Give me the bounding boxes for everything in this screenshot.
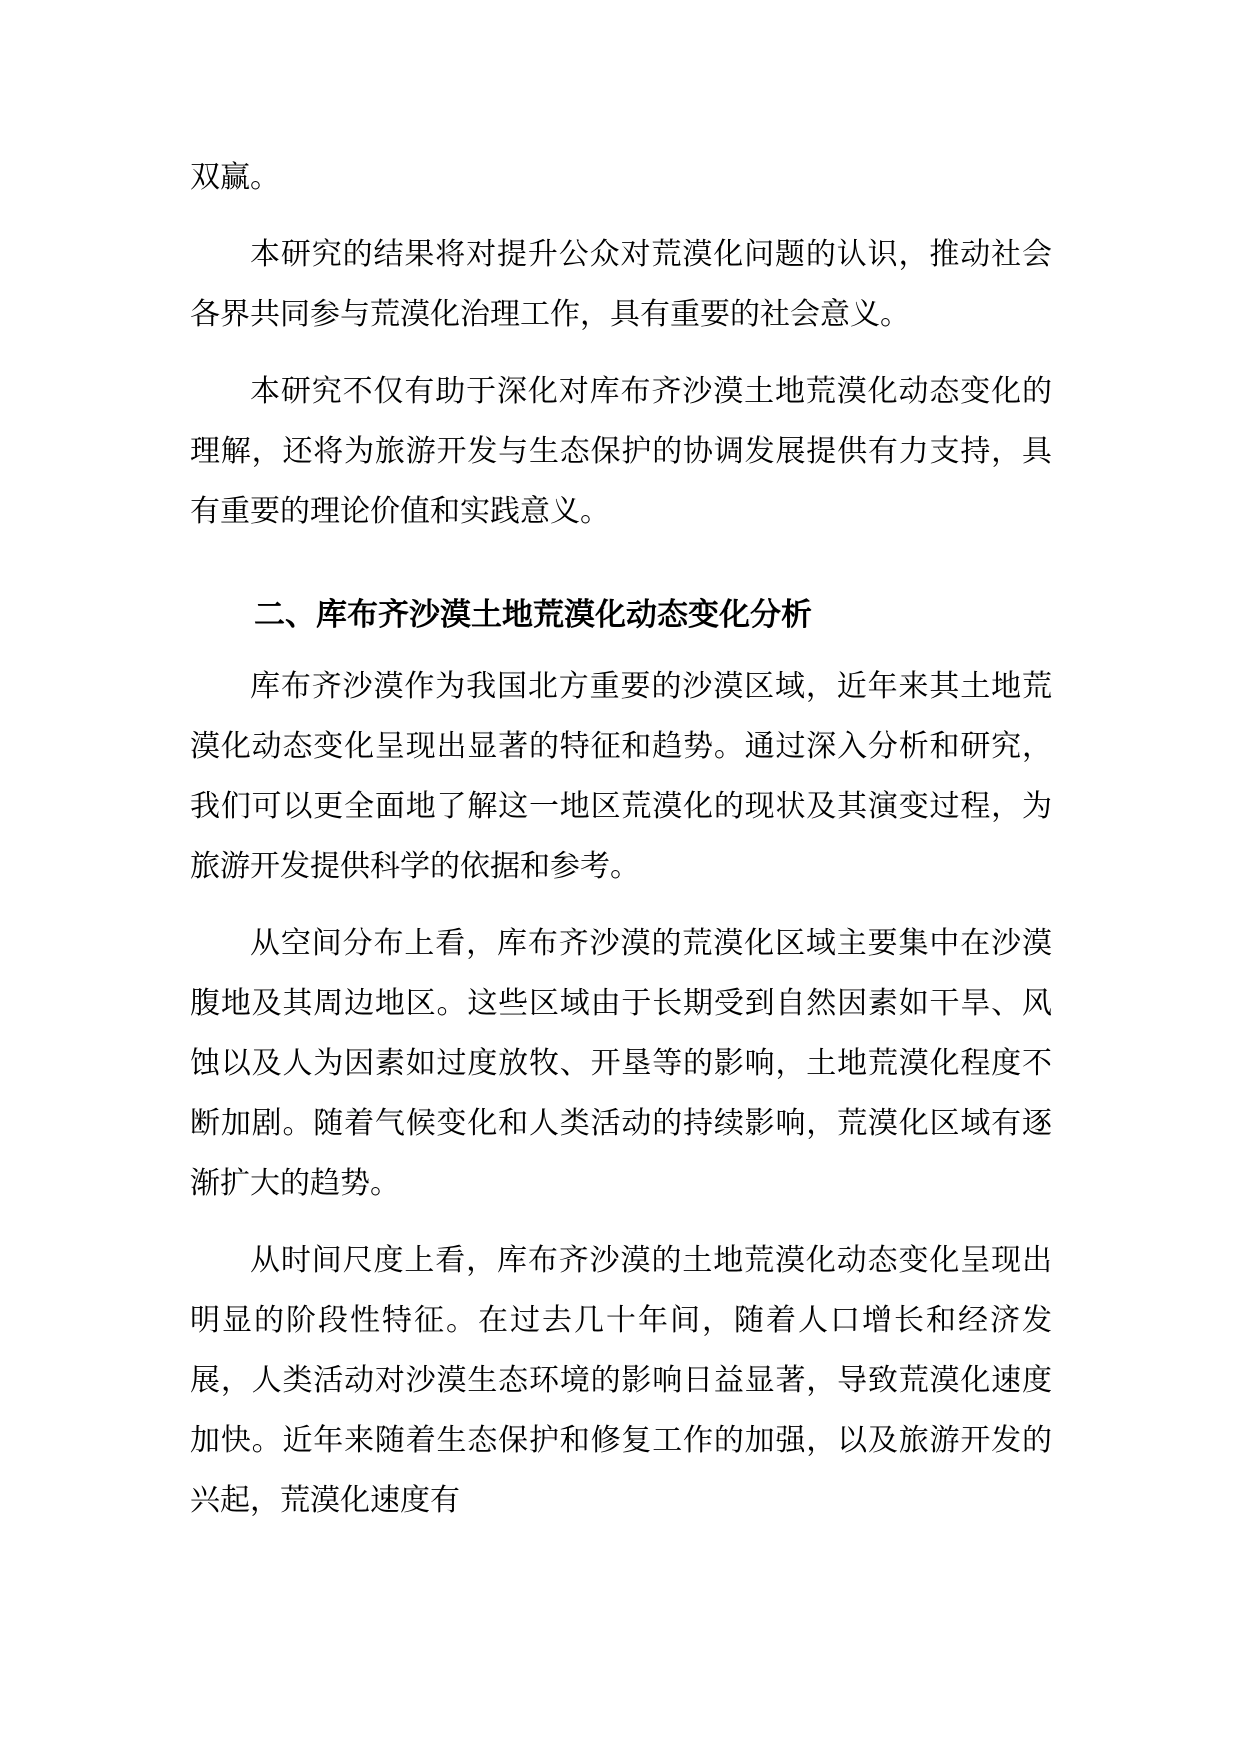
paragraph-social-significance: 本研究的结果将对提升公众对荒漠化问题的认识，推动社会各界共同参与荒漠化治理工作，具有重要的社会意义。 bbox=[190, 237, 1052, 332]
section-heading: 二、库布齐沙漠土地荒漠化动态变化分析 bbox=[254, 597, 812, 633]
paragraph-temporal-scale: 从时间尺度上看，库布齐沙漠的土地荒漠化动态变化呈现出明显的阶段性特征。在过去几十年间，随着人口增长和经济发展，人类活动对沙漠生态环境的影响日益显著，导致荒漠化速度加快。近年来随着生态保护和修复工作的加强，以及旅游开发的兴起，荒漠化速度有 bbox=[190, 1243, 1052, 1518]
paragraph-continuation: 双赢。 bbox=[190, 160, 280, 195]
document-body bbox=[190, 148, 1052, 1548]
paragraph-overview: 库布齐沙漠作为我国北方重要的沙漠区域，近年来其土地荒漠化动态变化呈现出显著的特征和趋势。通过深入分析和研究，我们可以更全面地了解这一地区荒漠化的现状及其演变过程，为旅游开发提供科学的依据和参考。 bbox=[190, 669, 1052, 884]
paragraph-spatial-distribution: 从空间分布上看，库布齐沙漠的荒漠化区域主要集中在沙漠腹地及其周边地区。这些区域由于长期受到自然因素如干旱、风蚀以及人为因素如过度放牧、开垦等的影响，土地荒漠化程度不断加剧。随着气候变化和人类活动的持续影响，荒漠化区域有逐渐扩大的趋势。 bbox=[190, 926, 1052, 1201]
paragraph-research-value: 本研究不仅有助于深化对库布齐沙漠土地荒漠化动态变化的理解，还将为旅游开发与生态保护的协调发展提供有力支持，具有重要的理论价值和实践意义。 bbox=[190, 374, 1052, 529]
